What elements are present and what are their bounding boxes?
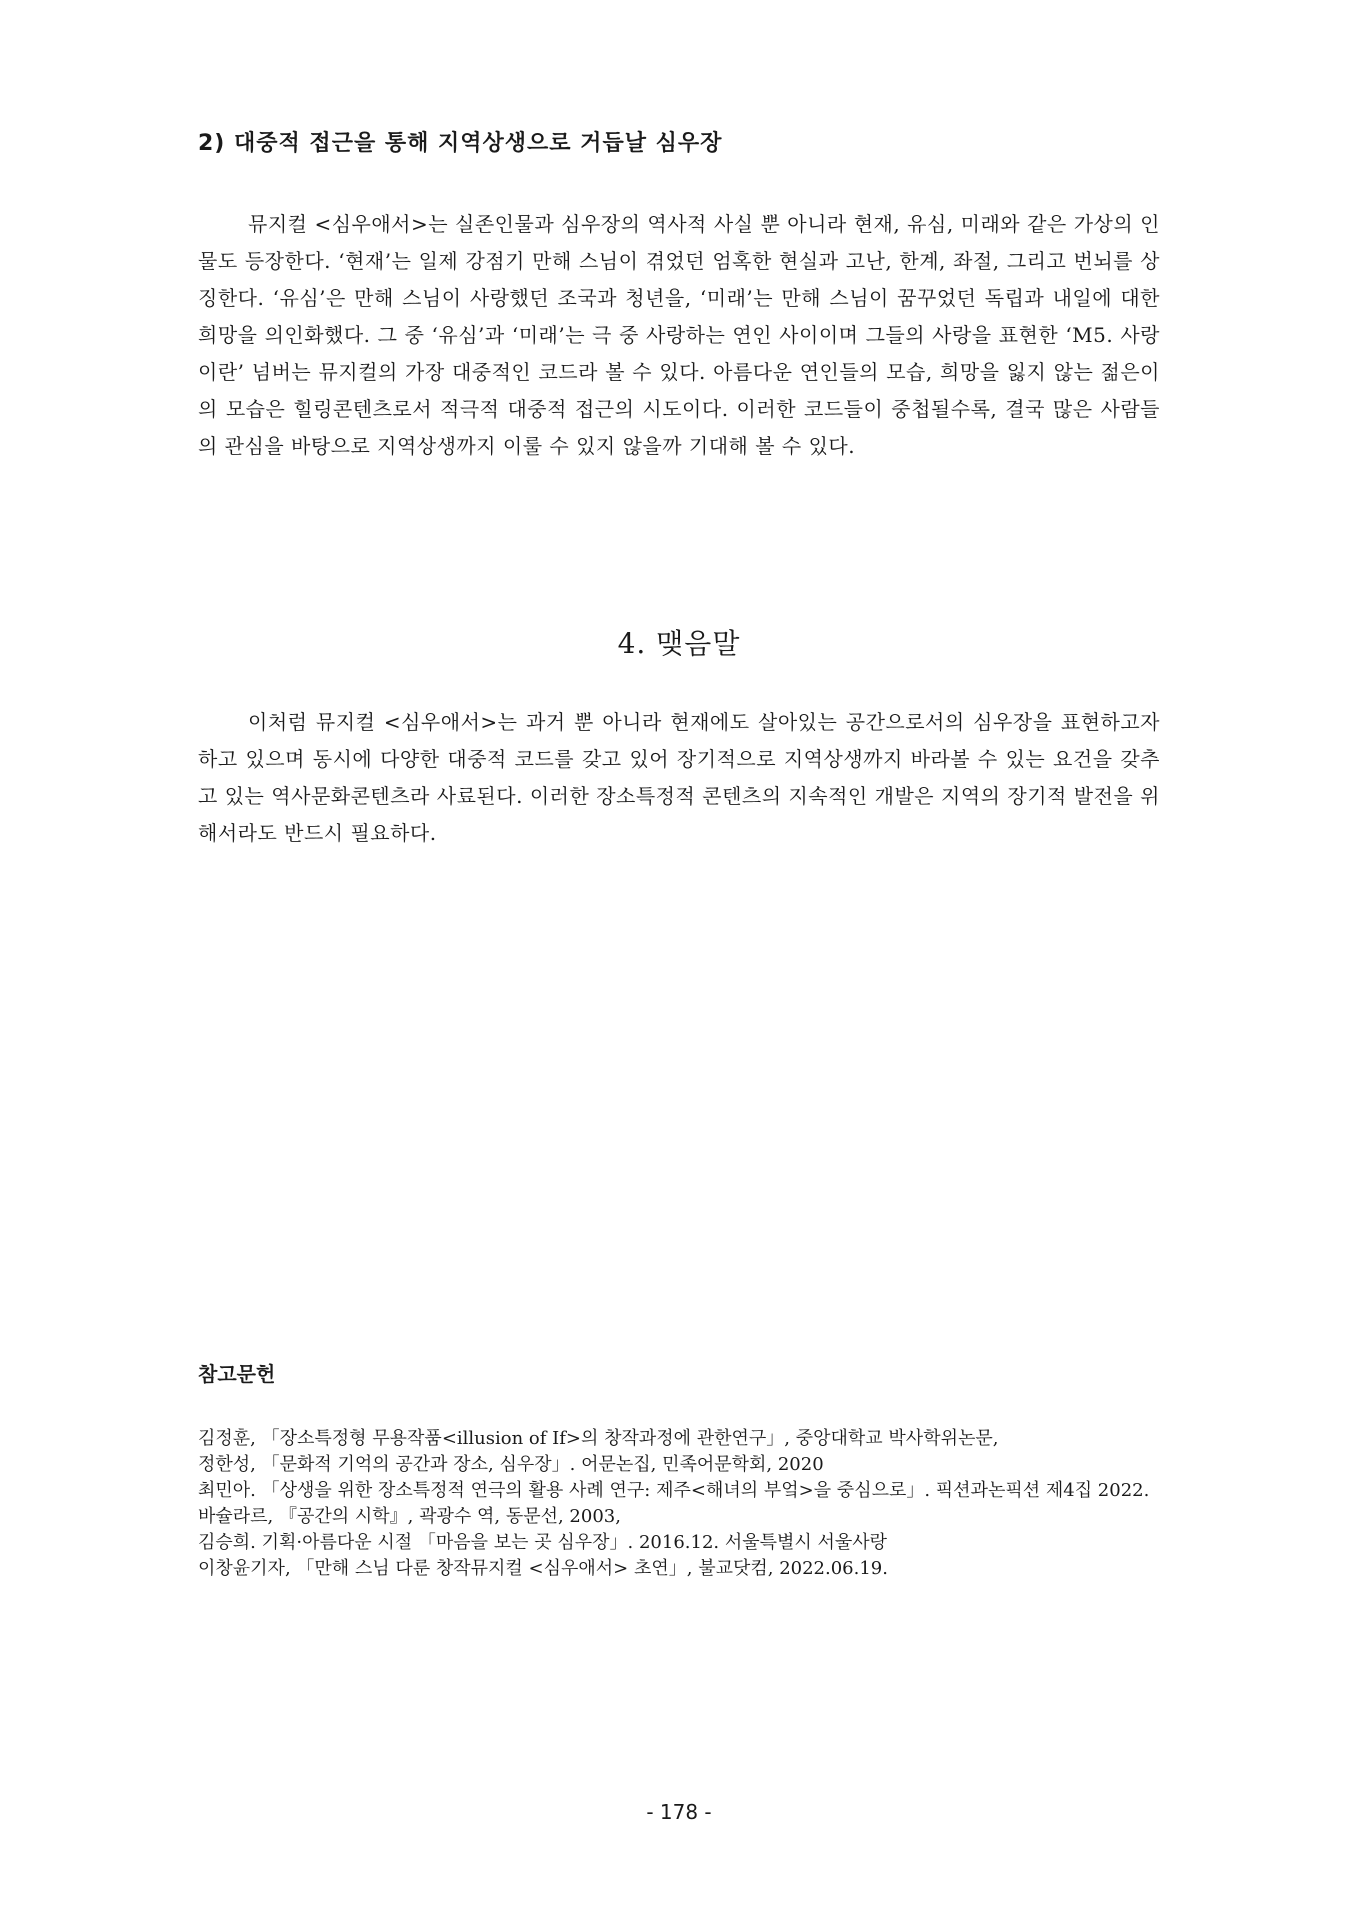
reference-item: 최민아. 「상생을 위한 장소특정적 연극의 활용 사례 연구: 제주<해녀의 부엌>을 중심으로」. 픽션과논픽션 제4집 2022. [198, 1480, 1150, 1501]
reference-item: 이창윤기자, 「만해 스님 다룬 창작뮤지컬 <심우애서> 초연」, 불교닷컴, 2022.06.19. [198, 1558, 888, 1579]
chapter-heading: 4. 맺음말 [617, 627, 741, 660]
section-heading: 2) 대중적 접근을 통해 지역상생으로 거듭날 심우장 [198, 131, 723, 156]
references-list [198, 1426, 1160, 1582]
references-heading: 참고문헌 [198, 1362, 276, 1386]
reference-item: 김승희. 기획·아름다운 시절 「마음을 보는 곳 심우장」. 2016.12. 서울특별시 서울사랑 [198, 1532, 888, 1553]
reference-item: 바슐라르, 『공간의 시학』, 곽광수 역, 동문선, 2003, [198, 1506, 621, 1527]
page-number: - 178 - [646, 1800, 712, 1824]
reference-item: 정한성, 「문화적 기억의 공간과 장소, 심우장」. 어문논집, 민족어문학회, 2020 [198, 1454, 824, 1475]
conclusion-paragraph: 이처럼 뮤지컬 <심우애서>는 과거 뿐 아니라 현재에도 살아있는 공간으로서의 심우장을 표현하고자 하고 있으며 동시에 다양한 대중적 코드를 갖고 있어 장기적으로 지역상생까지 바라볼 수 있는 요건을 갖추고 있는 역사문화콘텐츠라 사료된다. 이러한 장소특정적 콘텐츠의 지속적인 개발은 지역의 장기적 발전을 위해서라도 반드시 필요하다. [198, 710, 1160, 845]
reference-item: 김정훈, 「장소특정형 무용작품<illusion of If>의 창작과정에 관한연구」, 중앙대학교 박사학위논문, [198, 1428, 999, 1449]
section-paragraph: 뮤지컬 <심우애서>는 실존인물과 심우장의 역사적 사실 뿐 아니라 현재, 유심, 미래와 같은 가상의 인물도 등장한다. ‘현재’는 일제 강점기 만해 스님이 겪었던 엄혹한 현실과 고난, 한계, 좌절, 그리고 번뇌를 상징한다. ‘유심’은 만해 스님이 사랑했던 조국과 청년을, ‘미래’는 만해 스님이 꿈꾸었던 독립과 내일에 대한 희망을 의인화했다. 그 중 ‘유심’과 ‘미래’는 극 중 사랑하는 연인 사이이며 그들의 사랑을 표현한 ‘M5. 사랑이란’ 넘버는 뮤지컬의 가장 대중적인 코드라 볼 수 있다. 아름다운 연인들의 모습, 희망을 잃지 않는 젊은이의 모습은 힐링콘텐츠로서 적극적 대중적 접근의 시도이다. 이러한 코드들이 중첩될수록, 결국 많은 사람들의 관심을 바탕으로 지역상생까지 이룰 수 있지 않을까 기대해 볼 수 있다. [198, 212, 1160, 458]
